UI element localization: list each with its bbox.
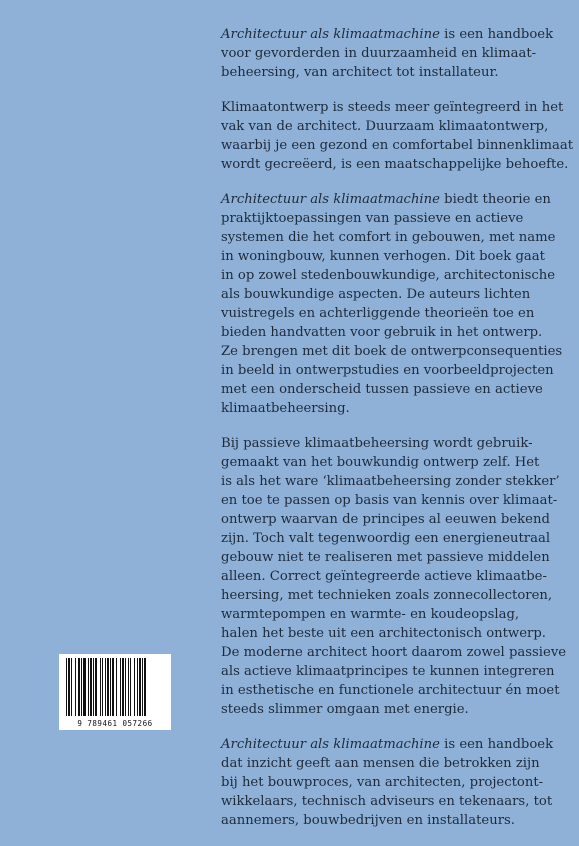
text-line: waarbij je een gezond en comfortabel binnenklimaat — [221, 138, 574, 153]
barcode-digits: 9 789461 057266 — [77, 719, 153, 728]
text-line: gemaakt van het bouwkundig ontwerp zelf. Het — [221, 455, 540, 470]
back-cover-text — [221, 25, 574, 846]
text-line: warmtepompen en warmte- en koudeopslag, — [221, 607, 520, 622]
barcode-bar — [116, 658, 117, 716]
text-line: in esthetische en functionele architectuur én moet — [221, 683, 560, 698]
barcode-bar — [134, 658, 135, 716]
barcode-bar — [142, 658, 143, 716]
text-line: met een onderscheid tussen passieve en actieve — [221, 382, 543, 397]
text-line: als bouwkundige aspecten. De auteurs lichten — [221, 287, 531, 302]
text-line: in woningbouw, kunnen verhogen. Dit boek gaat — [221, 249, 545, 264]
barcode-bar — [90, 658, 92, 716]
text-line: bieden handvatten voor gebruik in het ontwerp. — [221, 325, 543, 340]
text-line: systemen die het comfort in gebouwen, met name — [221, 230, 556, 245]
text-line: voor gevorderden in duurzaamheid en klimaat- — [221, 46, 537, 61]
barcode-bar — [102, 658, 103, 716]
text-line: steeds slimmer omgaan met energie. — [221, 702, 469, 717]
text-line: gebouw niet te realiseren met passieve middelen — [221, 550, 550, 565]
text-line: praktijktoepassingen van passieve en actieve — [221, 211, 524, 226]
text-line: vak van de architect. Duurzaam klimaatontwerp, — [221, 119, 549, 134]
text-line: is als het ware ‘klimaatbeheersing zonder stekker’ — [221, 474, 560, 489]
text-line: aannemers, bouwbedrijven en installateurs. — [221, 813, 515, 828]
barcode-bar — [95, 658, 97, 716]
barcode-bar — [71, 658, 72, 716]
barcode-bar — [110, 658, 111, 716]
barcode-bars — [65, 658, 165, 716]
paragraph-passive-active — [221, 434, 567, 719]
barcode-bar — [125, 658, 126, 716]
barcode-bar — [128, 658, 129, 716]
text-line: in op zowel stedenbouwkundige, architectonische — [221, 268, 556, 283]
text-line: vuistregels en achterliggende theorieën toe en — [221, 306, 535, 321]
barcode-bar — [137, 658, 138, 716]
text-line: alleen. Correct geïntegreerde actieve klimaatbe- — [221, 569, 547, 584]
barcode-bar — [120, 658, 121, 716]
barcode-bar — [144, 658, 146, 716]
barcode-bar — [88, 658, 89, 716]
text-line: beheersing, van architect tot installateur. — [221, 65, 499, 80]
text-line: ontwerp waarvan de principes al eeuwen bekend — [221, 512, 550, 527]
paragraph-book-contents — [221, 190, 561, 418]
paragraph-audience — [221, 735, 561, 830]
text-line: Architectuur als klimaatmachine biedt theorie en — [221, 192, 551, 207]
text-line: wordt gecreëerd, is een maatschappelijke behoefte. — [221, 157, 569, 172]
barcode-bar — [83, 658, 86, 716]
text-line: Ze brengen met dit boek de ontwerpconsequenties — [221, 344, 563, 359]
book-title-italic: Architectuur als klimaatmachine — [221, 27, 440, 42]
text-line: Architectuur als klimaatmachine is een handboek — [221, 27, 554, 42]
barcode-bar — [139, 658, 141, 716]
text-line: De moderne architect hoort daarom zowel passieve — [221, 645, 567, 660]
barcode-bar — [130, 658, 131, 716]
text-line: bij het bouwproces, van architecten, projectont- — [221, 775, 544, 790]
text-line: wikkelaars, technisch adviseurs en tekenaars, tot — [221, 794, 553, 809]
barcode-bar — [78, 658, 80, 716]
book-title-italic: Architectuur als klimaatmachine — [221, 192, 440, 207]
text-line: dat inzicht geeft aan mensen die betrokken zijn — [221, 756, 540, 771]
text-line: Architectuur als klimaatmachine is een handboek — [221, 737, 554, 752]
barcode-bar — [105, 658, 106, 716]
text-line: Bij passieve klimaatbeheersing wordt gebruik- — [221, 436, 533, 451]
isbn-barcode — [59, 654, 171, 730]
text-line: in beeld in ontwerpstudies en voorbeeldprojecten — [221, 363, 554, 378]
barcode-bar — [112, 658, 114, 716]
book-title-italic: Architectuur als klimaatmachine — [221, 737, 440, 752]
text-line: heersing, met technieken zoals zonnecollectoren, — [221, 588, 553, 603]
paragraph-intro — [221, 25, 561, 82]
barcode-bar — [107, 658, 109, 716]
barcode-bar — [81, 658, 82, 716]
text-line: zijn. Toch valt tegenwoordig een energieneutraal — [221, 531, 551, 546]
barcode-bar — [75, 658, 76, 716]
barcode-bar — [93, 658, 94, 716]
barcode-bar — [68, 658, 70, 716]
text-line: Klimaatontwerp is steeds meer geïntegreerd in het — [221, 100, 564, 115]
text-line: en toe te passen op basis van kennis over klimaat- — [221, 493, 558, 508]
paragraph-climate-design — [221, 98, 574, 174]
barcode-bar — [100, 658, 101, 716]
text-line: halen het beste uit een architectonisch ontwerp. — [221, 626, 546, 641]
barcode-bar — [122, 658, 124, 716]
barcode-bar — [66, 658, 67, 716]
text-line: klimaatbeheersing. — [221, 401, 350, 416]
text-line: als actieve klimaatprincipes te kunnen integreren — [221, 664, 555, 679]
